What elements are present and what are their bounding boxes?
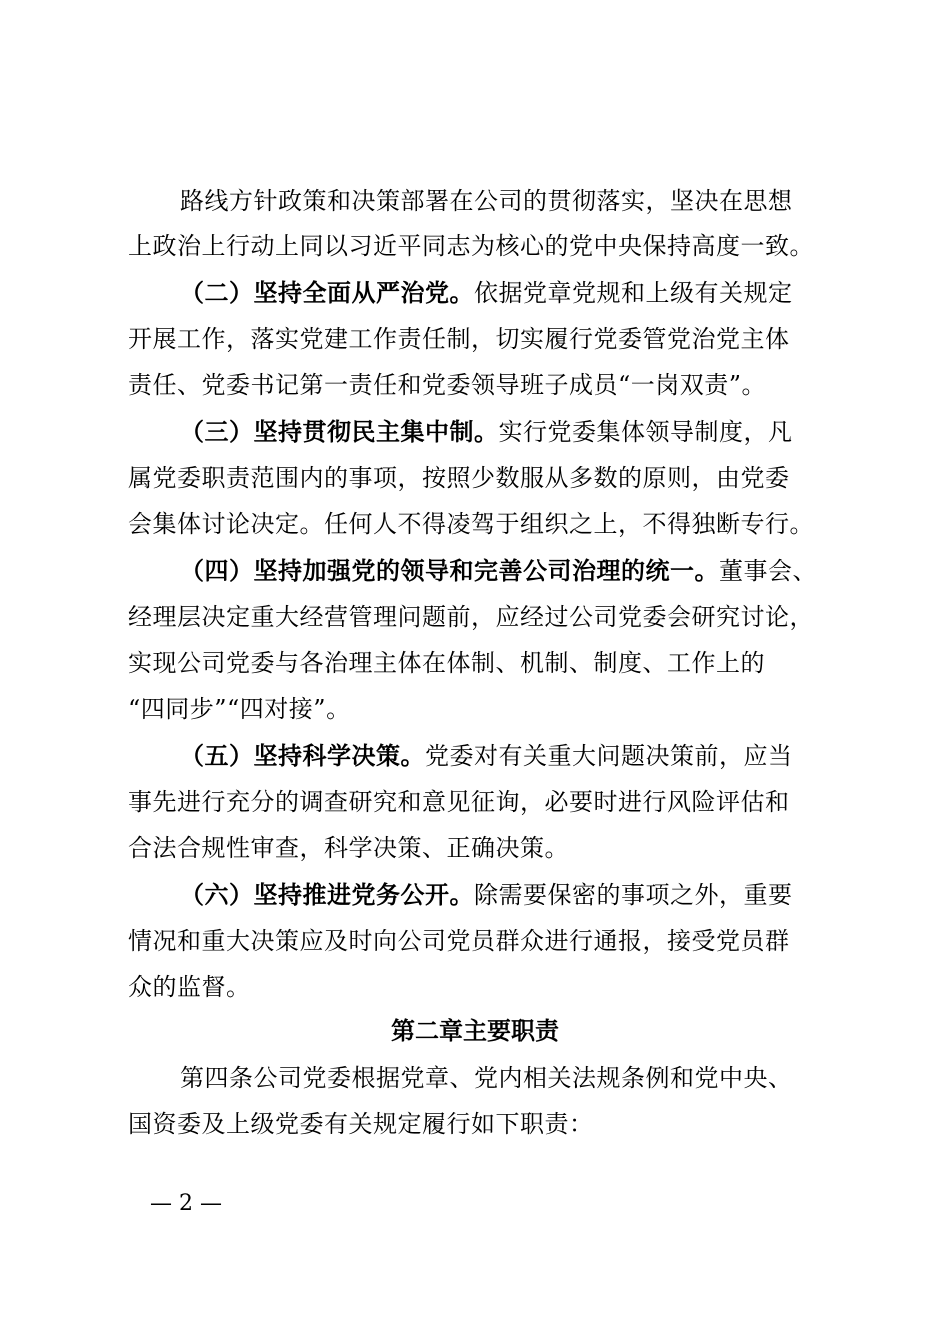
paragraph-line [128, 786, 828, 818]
text-run: 开展工作，落实党建工作责任制，切实履行党委管党治党主体 [128, 325, 790, 353]
text-run: 上政治上行动上同以习近平同志为核心的党中央保持高度一致。 [128, 232, 814, 260]
paragraph-line [180, 1062, 880, 1094]
paragraph-line [128, 1108, 828, 1140]
paragraph-line [128, 230, 828, 262]
paragraph-line [128, 462, 828, 494]
text-run: 合法合规性审查，科学决策、正确决策。 [128, 834, 569, 862]
paragraph-line [128, 971, 828, 1003]
text-run: 除需要保密的事项之外，重要 [474, 881, 793, 909]
text-run: 路线方针政策和决策部署在公司的贯彻落实，坚决在思想 [180, 187, 793, 215]
paragraph-line [128, 601, 828, 633]
paragraph-line [128, 693, 828, 725]
text-run: 众的监督。 [128, 973, 251, 1001]
paragraph-lead: （五）坚持科学决策。 [180, 741, 425, 770]
text-run: 属党委职责范围内的事项，按照少数服从多数的原则，由党委 [128, 464, 790, 492]
text-run: 党委对有关重大问题决策前，应当 [425, 742, 793, 770]
paragraph-line [180, 740, 880, 772]
text-run: 会集体讨论决定。任何人不得凌驾于组织之上，不得独断专行。 [128, 510, 814, 538]
text-run: 情况和重大决策应及时向公司党员群众进行通报，接受党员群 [128, 927, 790, 955]
paragraph-line [128, 508, 828, 540]
text-run: 董事会、 [719, 557, 817, 585]
text-run: 实现公司党委与各治理主体在体制、机制、制度、工作上的 [128, 649, 765, 677]
text-run: 事先进行充分的调查研究和意见征询，必要时进行风险评估和 [128, 788, 790, 816]
text-run: “四同步”“四对接”。 [128, 695, 351, 723]
paragraph-line [128, 323, 828, 355]
text-run: 责任、党委书记第一责任和党委领导班子成员“一岗双责”。 [128, 371, 767, 399]
text-run: 经理层决定重大经营管理问题前，应经过公司党委会研究讨论， [128, 603, 814, 631]
text-run: 依据党章党规和上级有关规定 [474, 279, 793, 307]
text-run: 实行党委集体领导制度，凡 [498, 418, 793, 446]
paragraph-line [128, 647, 828, 679]
paragraph-lead: （二）坚持全面从严治党。 [180, 278, 474, 307]
text-run: 第四条公司党委根据党章、党内相关法规条例和党中央、 [180, 1064, 793, 1092]
paragraph-lead: （三）坚持贯彻民主集中制。 [180, 417, 499, 446]
chapter-heading: 第二章主要职责 [391, 1016, 559, 1045]
paragraph-lead: （四）坚持加强党的领导和完善公司治理的统一。 [180, 556, 719, 585]
paragraph-line [180, 416, 880, 448]
page-number: — 2 — [150, 1191, 222, 1216]
paragraph-lead: （六）坚持推进党务公开。 [180, 880, 474, 909]
paragraph-line [128, 832, 828, 864]
paragraph-line [180, 277, 880, 309]
paragraph-line [128, 925, 828, 957]
paragraph-line [128, 369, 828, 401]
text-run: 国资委及上级党委有关规定履行如下职责： [128, 1110, 594, 1138]
paragraph-line [180, 879, 880, 911]
paragraph-line [180, 555, 880, 587]
paragraph-line [180, 185, 880, 217]
